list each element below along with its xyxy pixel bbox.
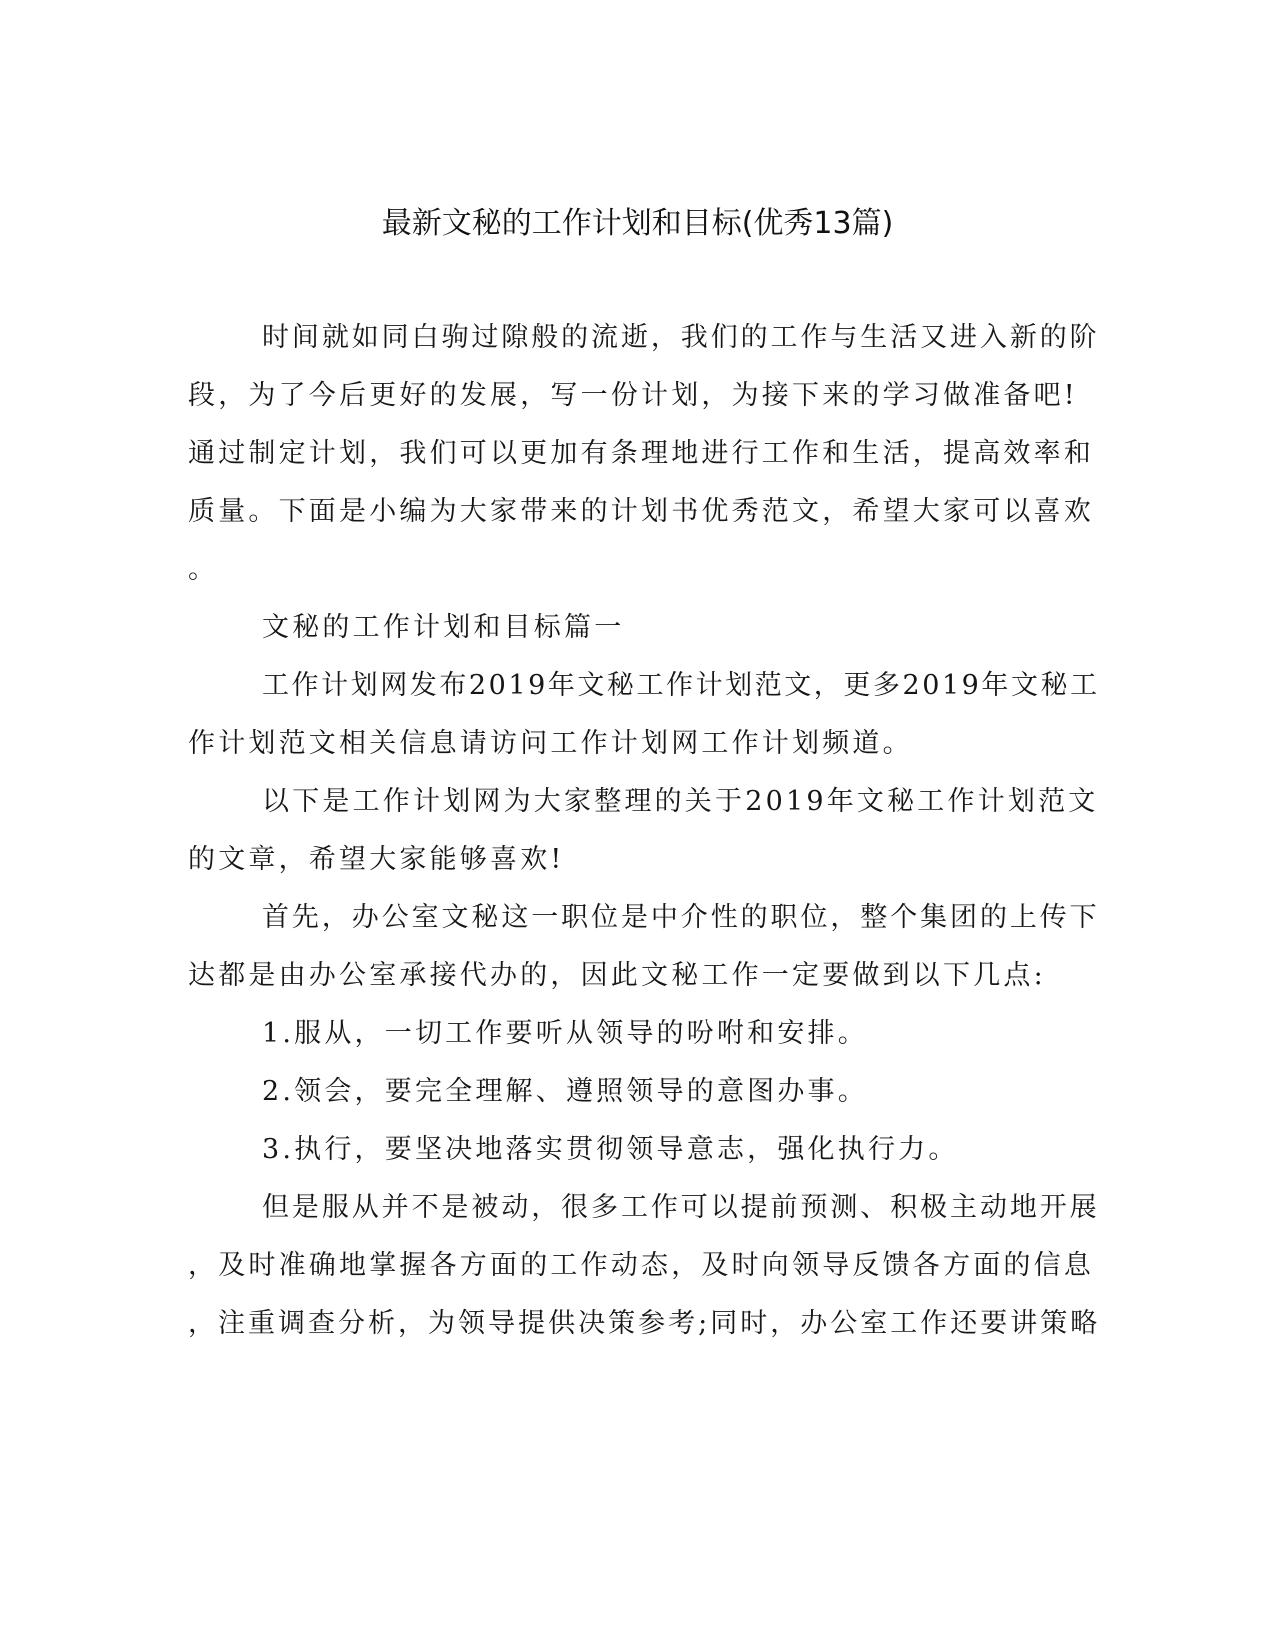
- list-item-1: 1.服从，一切工作要听从领导的吩咐和安排。: [262, 1018, 868, 1049]
- list-item-3: 3.执行，要坚决地落实贯彻领导意志，强化执行力。: [262, 1134, 959, 1165]
- paragraph-5-line-3: ，注重调查分析，为领导提供决策参考;同时，办公室工作还要讲策略: [188, 1308, 1101, 1339]
- paragraph-5-line-2: ，及时准确地掌握各方面的工作动态，及时向领导反馈各方面的信息: [188, 1250, 1094, 1281]
- paragraph-2-line-1: 工作计划网发布2019年文秘工作计划范文，更多2019年文秘工: [262, 670, 1100, 701]
- paragraph-intro-line-5: 。: [188, 554, 219, 585]
- document-title: 最新文秘的工作计划和目标(优秀13篇): [381, 206, 894, 241]
- paragraph-intro-line-2: 段，为了今后更好的发展，写一份计划，为接下来的学习做准备吧!: [188, 380, 1078, 411]
- list-item-2: 2.领会，要完全理解、遵照领导的意图办事。: [262, 1076, 868, 1107]
- paragraph-intro-line-4: 质量。下面是小编为大家带来的计划书优秀范文，希望大家可以喜欢: [188, 496, 1094, 527]
- paragraph-intro-line-1: 时间就如同白驹过隙般的流逝，我们的工作与生活又进入新的阶: [262, 322, 1100, 353]
- paragraph-3-line-2: 的文章，希望大家能够喜欢!: [188, 844, 565, 875]
- paragraph-intro-line-3: 通过制定计划，我们可以更加有条理地进行工作和生活，提高效率和: [188, 438, 1094, 469]
- paragraph-3-line-1: 以下是工作计划网为大家整理的关于2019年文秘工作计划范文: [262, 786, 1099, 817]
- paragraph-2-line-2: 作计划范文相关信息请访问工作计划网工作计划频道。: [188, 728, 913, 759]
- paragraph-5-line-1: 但是服从并不是被动，很多工作可以提前预测、积极主动地开展: [262, 1192, 1100, 1223]
- paragraph-4-line-1: 首先，办公室文秘这一职位是中介性的职位，整个集团的上传下: [262, 902, 1100, 933]
- section-heading-1: 文秘的工作计划和目标篇一: [262, 612, 625, 643]
- paragraph-4-line-2: 达都是由办公室承接代办的，因此文秘工作一定要做到以下几点:: [188, 960, 1046, 991]
